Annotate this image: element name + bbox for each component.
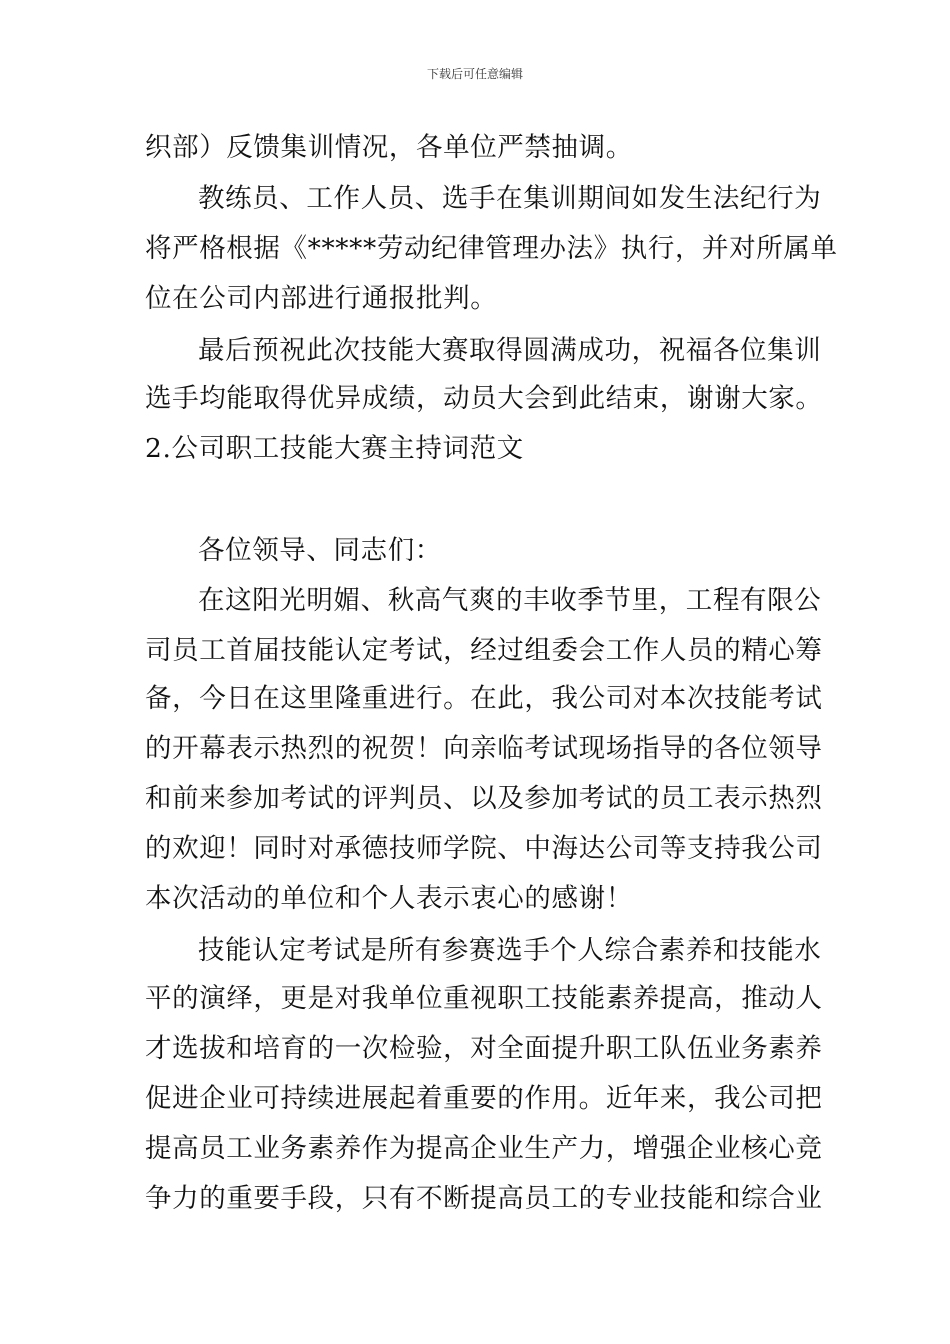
body-line: 的欢迎！同时对承德技师学院、中海达公司等支持我公司 bbox=[145, 833, 823, 864]
page-header-note: 下载后可任意编辑 bbox=[426, 67, 523, 81]
section-heading: 2.公司职工技能大赛主持词范文 bbox=[145, 433, 524, 464]
salutation: 各位领导、同志们： bbox=[198, 535, 442, 566]
body-line: 提高员工业务素养作为提高企业生产力，增强企业核心竞 bbox=[145, 1133, 823, 1164]
body-line: 促进企业可持续进展起着重要的作用。近年来，我公司把 bbox=[145, 1083, 823, 1114]
body-line: 教练员、工作人员、选手在集训期间如发生法纪行为 bbox=[198, 183, 822, 214]
body-line: 将严格根据《*****劳动纪律管理办法》执行，并对所属单 bbox=[145, 233, 838, 264]
body-line: 位在公司内部进行通报批判。 bbox=[145, 283, 498, 314]
body-line: 在这阳光明媚、秋高气爽的丰收季节里，工程有限公 bbox=[198, 585, 822, 616]
body-line: 织部）反馈集训情况，各单位严禁抽调。 bbox=[145, 132, 633, 163]
body-line: 平的演绎，更是对我单位重视职工技能素养提高，推动人 bbox=[145, 983, 823, 1014]
body-line: 争力的重要手段，只有不断提高员工的专业技能和综合业 bbox=[145, 1183, 823, 1214]
body-line: 的开幕表示热烈的祝贺！向亲临考试现场指导的各位领导 bbox=[145, 733, 823, 764]
body-line: 备，今日在这里隆重进行。在此，我公司对本次技能考试 bbox=[145, 683, 823, 714]
body-line: 选手均能取得优异成绩，动员大会到此结束，谢谢大家。 bbox=[145, 383, 823, 414]
body-line: 最后预祝此次技能大赛取得圆满成功，祝福各位集训 bbox=[198, 335, 822, 366]
body-line: 才选拔和培育的一次检验，对全面提升职工队伍业务素养 bbox=[145, 1033, 823, 1064]
body-line: 技能认定考试是所有参赛选手个人综合素养和技能水 bbox=[198, 935, 822, 966]
body-line: 和前来参加考试的评判员、以及参加考试的员工表示热烈 bbox=[145, 783, 823, 814]
body-line: 本次活动的单位和个人表示衷心的感谢！ bbox=[145, 883, 633, 914]
body-line: 司员工首届技能认定考试，经过组委会工作人员的精心筹 bbox=[145, 635, 823, 666]
